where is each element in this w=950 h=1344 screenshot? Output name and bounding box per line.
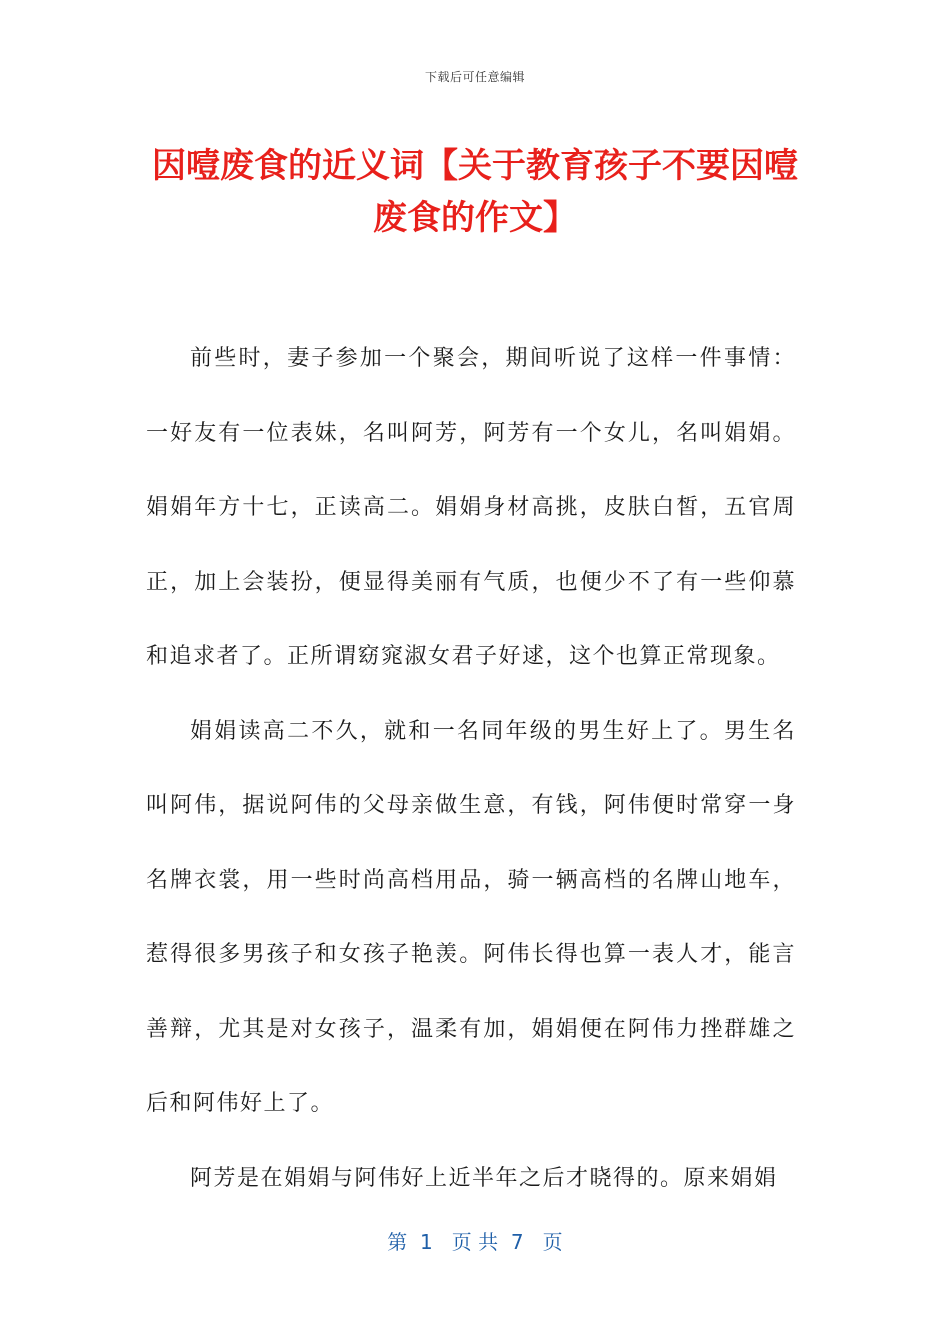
paragraph: 前些时，妻子参加一个聚会，期间听说了这样一件事情：一好友有一位表妹，名叫阿芳，阿芳有一个女儿，名叫娟娟。娟娟年方十七，正读高二。娟娟身材高挑，皮肤白皙，五官周正，加上会装扮，便显得美丽有气质，也便少不了有一些仰慕和追求者了。正所谓窈窕淑女君子好逑，这个也算正常现象。 bbox=[146, 346, 796, 669]
paragraph: 阿芳是在娟娟与阿伟好上近半年之后才晓得的。原来娟娟 bbox=[190, 1165, 778, 1191]
page-footer: 第 1 页 共 7 页 bbox=[387, 1230, 563, 1254]
document-body bbox=[146, 322, 796, 1216]
paragraph: 娟娟读高二不久，就和一名同年级的男生好上了。男生名叫阿伟，据说阿伟的父母亲做生意，有钱，阿伟便时常穿一身名牌衣裳，用一些时尚高档用品，骑一辆高档的名牌山地车，惹得很多男孩子和女孩子艳羡。阿伟长得也算一表人才，能言善辩，尤其是对女孩子，温柔有加，娟娟便在阿伟力挫群雄之后和阿伟好上了。 bbox=[146, 718, 796, 1116]
header-note: 下载后可任意编辑 bbox=[424, 70, 525, 84]
document-title: 因噎废食的近义词【关于教育孩子不要因噎废食的作文】 bbox=[152, 146, 798, 238]
